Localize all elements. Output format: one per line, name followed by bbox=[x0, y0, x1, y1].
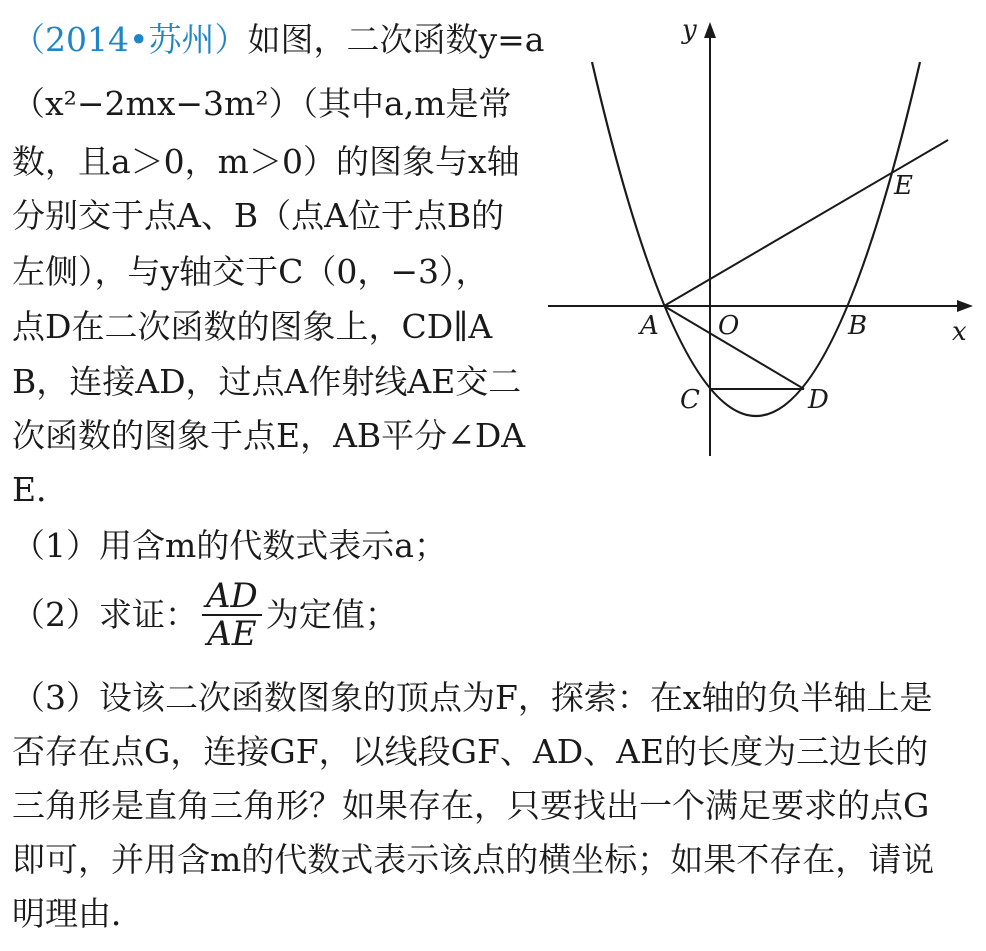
label-d: D bbox=[808, 385, 829, 415]
x-axis-arrow bbox=[957, 300, 973, 312]
label-x: x bbox=[952, 317, 967, 347]
problem-text-1: 如图，二次函数y=a bbox=[247, 20, 545, 59]
problem-source: （2014•苏州） bbox=[12, 20, 248, 59]
label-a: A bbox=[640, 311, 659, 341]
problem-line-3: 数，且a＞0，m＞0）的图象与x轴 bbox=[12, 142, 520, 181]
problem-line-2: （x²−2mx−3m²）（其中a,m是常 bbox=[12, 84, 512, 123]
label-c: C bbox=[680, 385, 700, 415]
problem-line-8: 次函数的图象于点E，AB平分∠DA bbox=[12, 416, 526, 455]
question-2 bbox=[12, 578, 398, 652]
problem-line-4: 分别交于点A、B（点A位于点B的 bbox=[12, 196, 505, 235]
label-origin: O bbox=[718, 311, 740, 341]
problem-line-9: E． bbox=[12, 470, 70, 509]
problem-line-1 bbox=[12, 18, 544, 62]
question-3-line-2: 否存在点G，连接GF，以线段GF、AD、AE的长度为三边长的 bbox=[12, 732, 929, 771]
parabola-curve bbox=[592, 62, 920, 416]
ray-ae bbox=[664, 140, 948, 306]
question-1: （1）用含m的代数式表示a； bbox=[12, 526, 447, 565]
y-axis-arrow bbox=[704, 22, 716, 38]
parabola-figure bbox=[548, 10, 978, 460]
label-e: E bbox=[894, 171, 913, 201]
question-3-line-1: （3）设该二次函数图象的顶点为F，探索：在x轴的负半轴上是 bbox=[12, 678, 933, 717]
question-3-line-3: 三角形是直角三角形？如果存在，只要找出一个满足要求的点G bbox=[12, 786, 930, 825]
question-2-suffix: 为定值； bbox=[265, 595, 398, 634]
question-2-prefix: （2）求证： bbox=[12, 595, 198, 634]
label-y: y bbox=[682, 15, 697, 45]
problem-line-5: 左侧），与y轴交于C（0，−3）， bbox=[12, 252, 489, 291]
fraction-denominator: AE bbox=[207, 614, 257, 654]
problem-line-7: B，连接AD，过点A作射线AE交二 bbox=[12, 362, 522, 401]
ratio-fraction bbox=[202, 578, 262, 652]
fraction-numerator: AD bbox=[202, 578, 262, 616]
question-3-line-4: 即可，并用含m的代数式表示该点的横坐标；如果不存在，请说 bbox=[12, 840, 935, 879]
label-b: B bbox=[848, 311, 868, 341]
question-3-line-5: 明理由． bbox=[12, 894, 144, 933]
problem-line-6: 点D在二次函数的图象上，CD∥A bbox=[12, 307, 493, 346]
